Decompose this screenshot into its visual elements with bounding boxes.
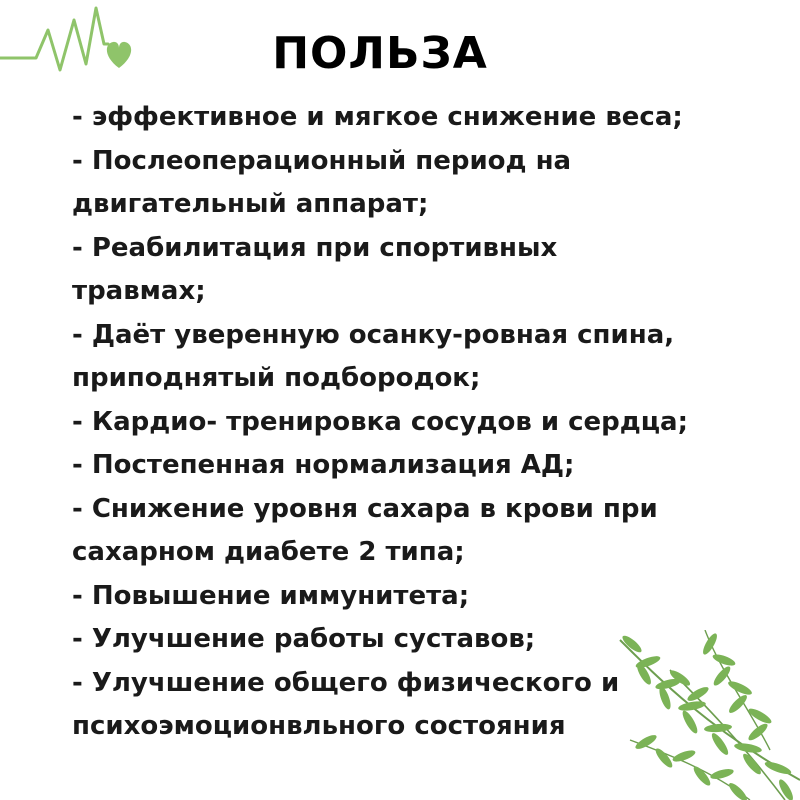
list-item: приподнятый подбородок;	[72, 363, 481, 393]
list-item: травмах;	[72, 276, 206, 306]
green-branch-icon	[610, 630, 800, 800]
list-item: - Реабилитация при спортивных	[72, 232, 558, 263]
list-item: - Снижение уровня сахара в крови при	[72, 493, 658, 524]
page-title: ПОЛЬЗА	[272, 28, 488, 79]
list-item: - Улучшение общего физического и	[72, 667, 620, 698]
list-item: - эффективное и мягкое снижение веса;	[72, 102, 683, 132]
list-item: двигательный аппарат;	[72, 189, 429, 219]
list-item: - Постепенная нормализация АД;	[72, 450, 575, 480]
list-item: психоэмоционвльного состояния	[72, 711, 566, 741]
list-item: - Кардио- тренировка сосудов и сердца;	[72, 406, 688, 437]
list-item: - Послеоперационный период на	[72, 145, 572, 176]
list-item: сахарном диабете 2 типа;	[72, 537, 465, 567]
list-item: - Улучшение работы суставов;	[72, 624, 536, 654]
list-item: - Даёт уверенную осанку-ровная спина,	[72, 319, 675, 350]
list-item: - Повышение иммунитета;	[72, 580, 470, 611]
